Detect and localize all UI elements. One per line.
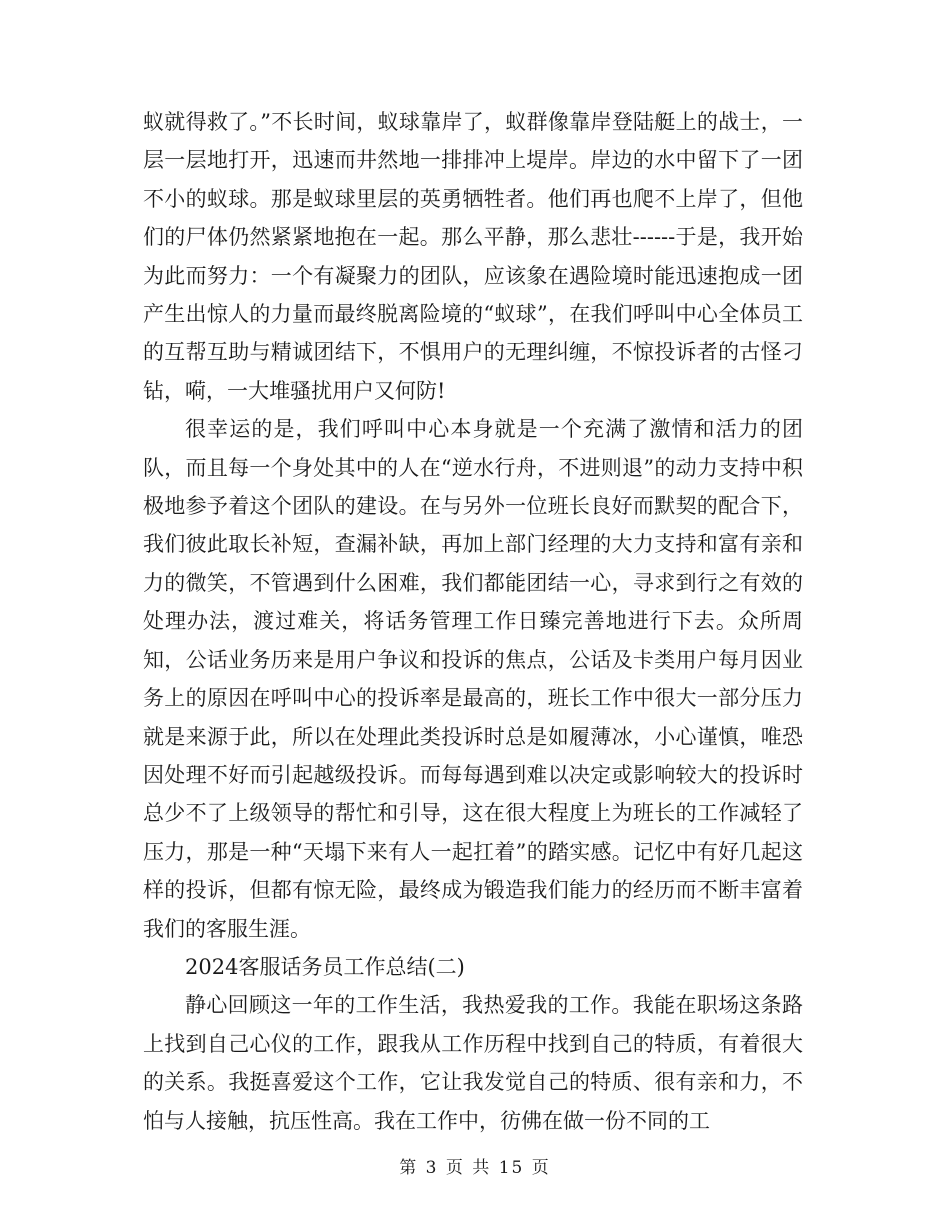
section-heading: 2024客服话务员工作总结(二) bbox=[185, 954, 465, 979]
paragraph-team: 很幸运的是，我们呼叫中心本身就是一个充满了激情和活力的团队，而且每一个身处其中的人在“逆水行舟，不进则退”的动力支持中积极地参予着这个团队的建设。在与另外一位班长良好而默契的配合下，我们彼此取长补短，查漏补缺，再加上部门经理的大力支持和富有亲和力的微笑，不管遇到什么困难，我们都能团结一心，寻求到行之有效的处理办法，渡过难关，将话务管理工作日臻完善地进行下去。众所周知，公话业务历来是用户争议和投诉的焦点，公话及卡类用户每月因业务上的原因在呼叫中心的投诉率是最高的，班长工作中很大一部分压力就是来源于此，所以在处理此类投诉时总是如履薄冰，小心谨慎，唯恐因处理不好而引起越级投诉。而每每遇到难以决定或影响较大的投诉时总少不了上级领导的帮忙和引导，这在很大程度上为班长的工作减轻了压力，那是一种“天塌下来有人一起扛着”的踏实感。记忆中有好几起这样的投诉，但都有惊无险，最终成为锻造我们能力的经历而不断丰富着我们的客服生涯。 bbox=[143, 417, 803, 941]
paragraph-review: 静心回顾这一年的工作生活，我热爱我的工作。我能在职场这条路上找到自己心仪的工作，跟我从工作历程中找到自己的特质，有着很大的关系。我挺喜爱这个工作，它让我发觉自己的特质、很有亲和力，不怕与人接触，抗压性高。我在工作中，彷佛在做一份不同的工 bbox=[143, 993, 803, 1133]
paragraph-continuation: 蚁就得救了。”不长时间，蚁球靠岸了，蚁群像靠岸登陆艇上的战士，一层一层地打开，迅速而井然地一排排冲上堤岸。岸边的水中留下了一团不小的蚁球。那是蚁球里层的英勇牺牲者。他们再也爬不上岸了，但他们的尸体仍然紧紧地抱在一起。那么平静，那么悲壮------于是，我开始为此而努力：一个有凝聚力的团队，应该象在遇险境时能迅速抱成一团产生出惊人的力量而最终脱离险境的“蚁球”，在我们呼叫中心全体员工的互帮互助与精诚团结下，不惧用户的无理纠缠，不惊投诉者的古怪刁钻，嗬，一大堆骚扰用户又何防! bbox=[143, 110, 803, 403]
page-footer: 第 3 页 共 15 页 bbox=[399, 1158, 551, 1178]
document-body bbox=[143, 103, 803, 1140]
